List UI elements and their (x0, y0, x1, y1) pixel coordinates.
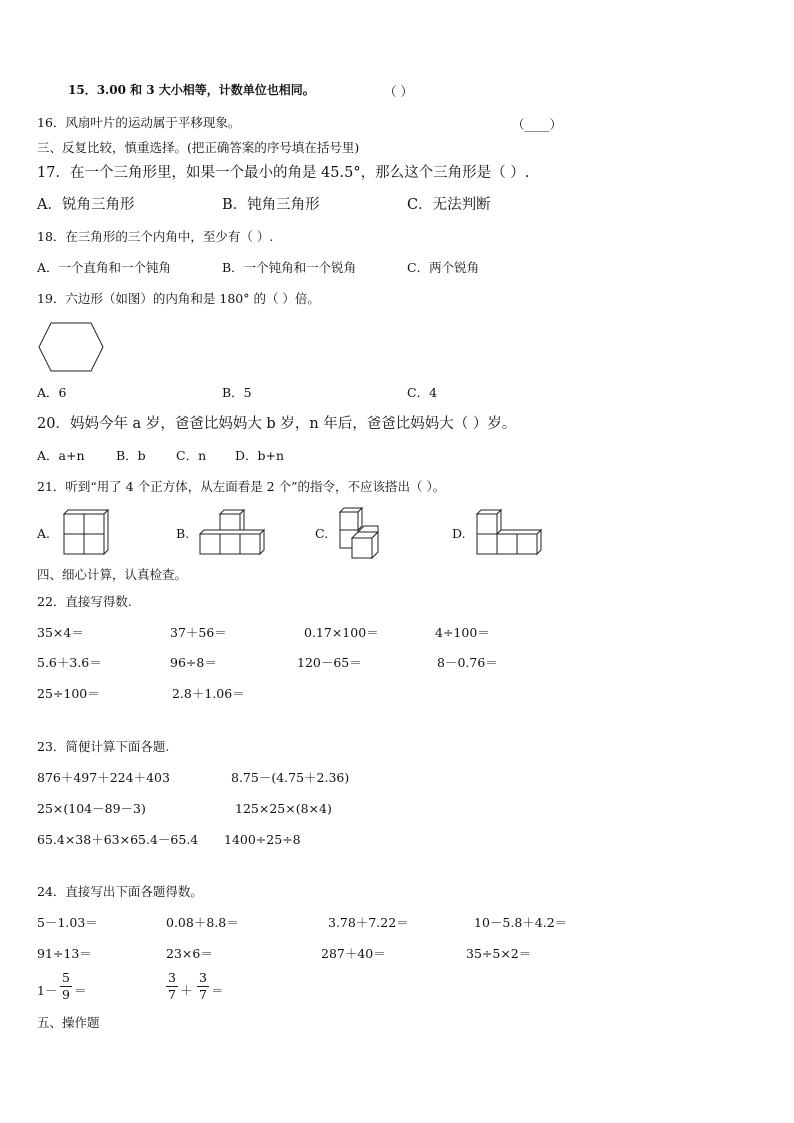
q18-text: 18．在三角形的三个内角中，至少有（ ）. (37, 229, 274, 244)
q24-item: 0.08＋8.8＝ (166, 915, 239, 930)
q23-item: 25×(104－89－3) (37, 801, 146, 816)
q23-item: 8.75－(4.75＋2.36) (231, 770, 350, 785)
q22-item: 96÷8＝ (170, 655, 217, 670)
section-5-heading: 五、操作题 (37, 1015, 100, 1030)
q24-item: 10－5.8＋4.2＝ (474, 915, 568, 930)
q20-option-d[interactable]: D．b+n (235, 448, 285, 463)
q20-option-b[interactable]: B．b (116, 448, 146, 463)
section-4-heading: 四、细心计算，认真检查。 (37, 567, 188, 582)
q19-text: 19．六边形（如图）的内角和是 180° 的（ ）倍。 (37, 291, 320, 306)
q24-item: 23×6＝ (166, 946, 213, 961)
numerator: 3 (168, 970, 176, 985)
q20-option-a[interactable]: A．a+n (37, 448, 85, 463)
q23-item: 1400÷25÷8 (224, 832, 301, 847)
q23-item: 125×25×(8×4) (235, 801, 332, 816)
q24-frac2-fraction-a (166, 971, 178, 1002)
q22-title: 22．直接写得数. (37, 594, 132, 609)
q15-text: 15．3.00 和 3 大小相等，计数单位也相同。 (68, 83, 315, 97)
q20-option-c[interactable]: C．n (176, 448, 207, 463)
numerator: 5 (62, 970, 70, 985)
q21-figure-c (338, 506, 384, 560)
q24-item: 5－1.03＝ (37, 915, 98, 930)
q21-text: 21．听到“用了 4 个正方体，从左面看是 2 个”的指令，不应该搭出（ ）。 (37, 479, 446, 494)
q22-item: 120－65＝ (297, 655, 362, 670)
q21-option-a[interactable]: A. (37, 526, 51, 541)
q24-frac1-lead: 1－ (37, 983, 58, 998)
q19-option-a[interactable]: A．6 (37, 385, 67, 400)
q24-frac2-equals: ＝ (211, 983, 224, 998)
q16-text: 16．风扇叶片的运动属于平移现象。 (37, 115, 241, 130)
q22-item: 0.17×100＝ (304, 625, 379, 640)
q18-option-b[interactable]: B．一个钝角和一个锐角 (222, 260, 357, 275)
section-3-heading: 三、反复比较，慎重选择。(把正确答案的序号填在括号里) (37, 140, 360, 155)
q22-item: 8－0.76＝ (437, 655, 498, 670)
q17-option-c[interactable]: C．无法判断 (407, 197, 491, 213)
q20-text: 20．妈妈今年 a 岁，爸爸比妈妈大 b 岁，n 年后，爸爸比妈妈大（ ）岁。 (37, 416, 517, 432)
denominator: 7 (168, 987, 176, 1002)
q21-figure-b (199, 508, 269, 556)
q21-option-b[interactable]: B. (176, 526, 190, 541)
q21-option-c[interactable]: C. (315, 526, 329, 541)
q24-item: 3.78＋7.22＝ (328, 915, 409, 930)
q19-option-c[interactable]: C．4 (407, 385, 438, 400)
q17-option-a[interactable]: A．锐角三角形 (37, 197, 135, 213)
q17-text: 17．在一个三角形里，如果一个最小的角是 45.5°，那么这个三角形是（ ）. (37, 165, 530, 181)
q21-option-d[interactable]: D. (452, 526, 466, 541)
q22-item: 2.8＋1.06＝ (172, 686, 245, 701)
q24-frac1-fraction (60, 971, 72, 1002)
denominator: 7 (199, 987, 207, 1002)
q16-answer-paren[interactable]: （____） (512, 117, 563, 132)
q15-answer-paren[interactable]: （ ） (384, 84, 413, 99)
q22-item: 4÷100＝ (435, 625, 490, 640)
q18-option-c[interactable]: C．两个锐角 (407, 260, 480, 275)
q23-title: 23．简便计算下面各题. (37, 739, 170, 754)
q19-option-b[interactable]: B．5 (222, 385, 252, 400)
q24-item: 91÷13＝ (37, 946, 92, 961)
q24-frac1-equals: ＝ (74, 983, 87, 998)
numerator: 3 (199, 970, 207, 985)
q22-item: 5.6＋3.6＝ (37, 655, 102, 670)
q24-frac2-plus: ＋ (180, 983, 193, 998)
q24-item: 287＋40＝ (321, 946, 386, 961)
q21-figure-a (62, 508, 110, 556)
hexagon-figure (38, 322, 104, 372)
q18-option-a[interactable]: A．一个直角和一个钝角 (37, 260, 172, 275)
q22-item: 25÷100＝ (37, 686, 100, 701)
q24-title: 24．直接写出下面各题得数。 (37, 884, 203, 899)
q17-option-b[interactable]: B．钝角三角形 (222, 197, 320, 213)
q24-item: 35÷5×2＝ (466, 946, 532, 961)
q22-item: 35×4＝ (37, 625, 84, 640)
q23-item: 65.4×38＋63×65.4－65.4 (37, 832, 199, 847)
q22-item: 37＋56＝ (170, 625, 227, 640)
denominator: 9 (62, 987, 70, 1002)
q23-item: 876＋497＋224＋403 (37, 770, 170, 785)
q24-frac2-fraction-b (197, 971, 209, 1002)
q21-figure-d (476, 508, 546, 556)
